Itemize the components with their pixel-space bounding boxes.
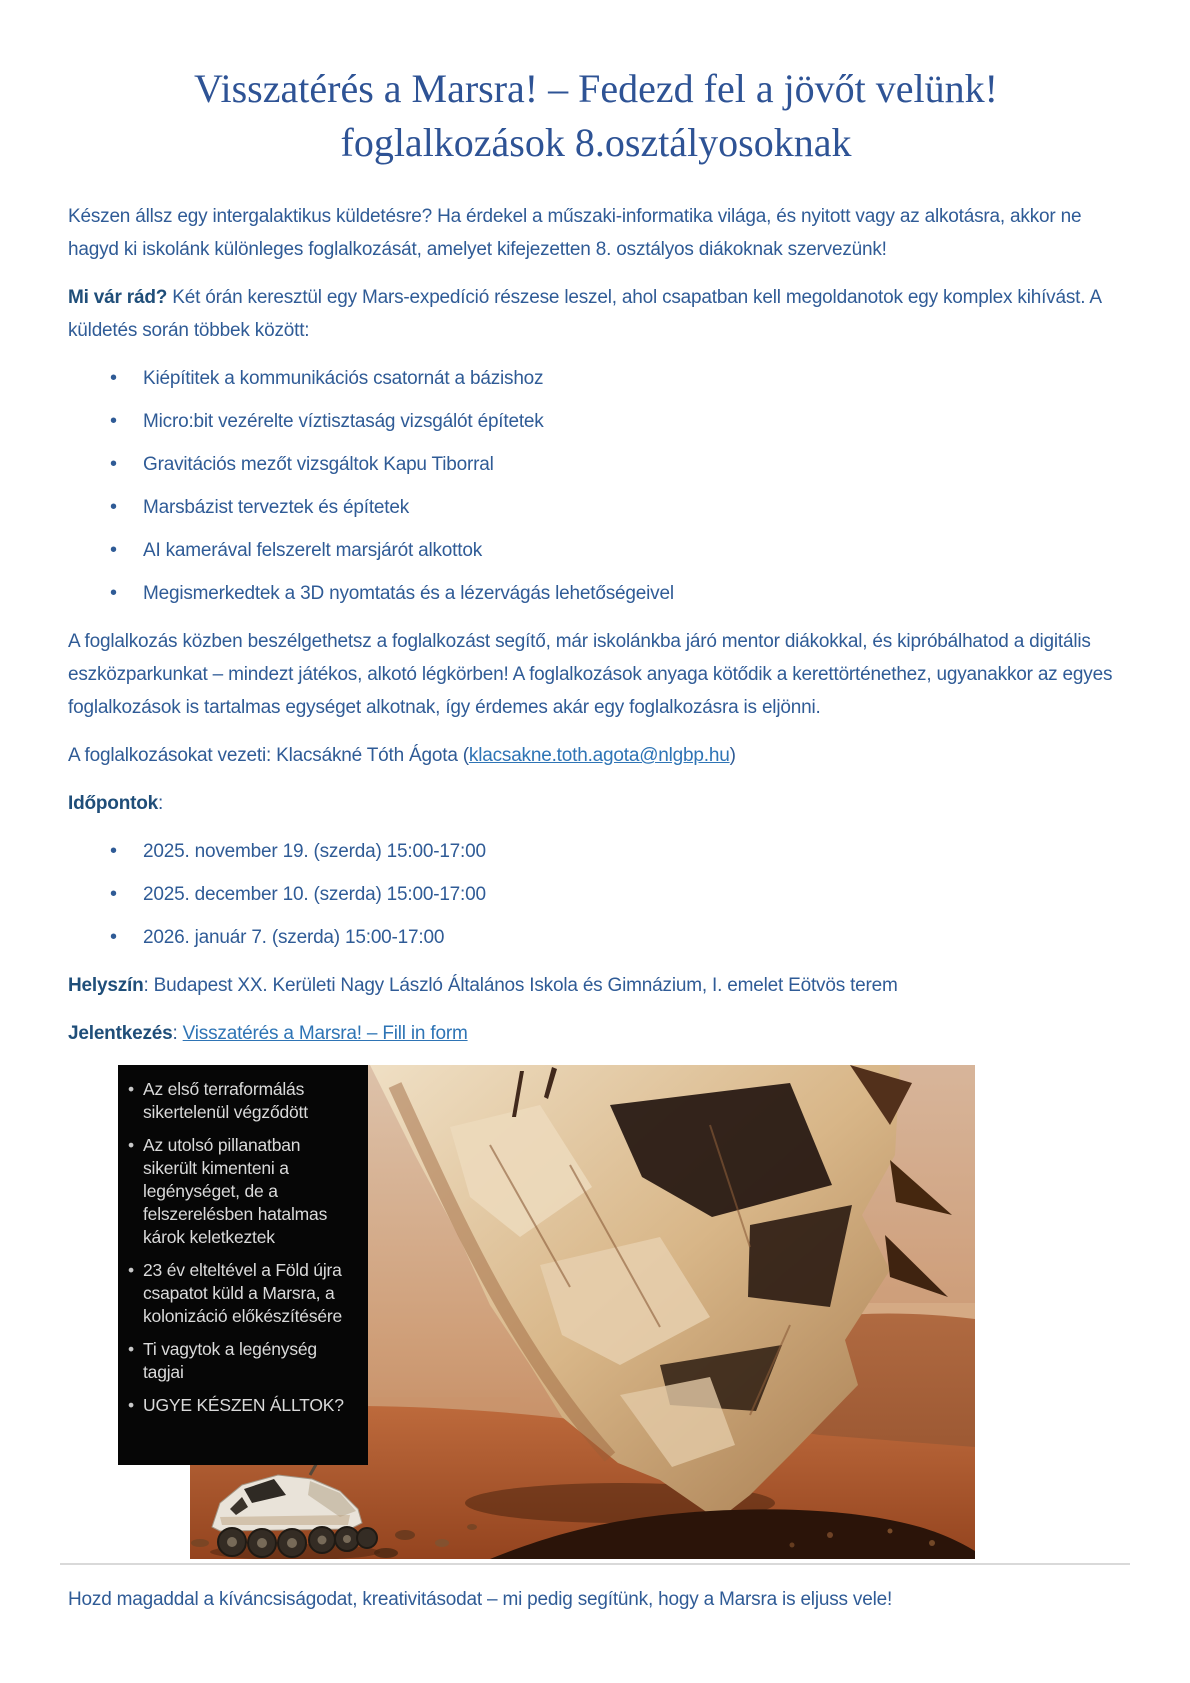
- mars-figure: [118, 1065, 975, 1559]
- dates-list: [68, 835, 1124, 954]
- location-text: : Budapest XX. Kerületi Nagy László Általános Iskola és Gimnázium, I. emelet Eötvös terem: [143, 975, 898, 996]
- story-item: • 23 év elteltével a Föld újra csapatot küld a Marsra, a kolonizáció előkészítésére: [128, 1259, 362, 1328]
- what-awaits-label: Mi vár rád?: [68, 287, 168, 308]
- list-item: • Gravitációs mezőt vizsgáltok Kapu Tiborral: [68, 448, 1124, 481]
- registration-link[interactable]: Visszatérés a Marsra! – Fill in form: [182, 1023, 468, 1044]
- list-item: • Marsbázist terveztek és építetek: [68, 491, 1124, 524]
- list-item: • 2025. december 10. (szerda) 15:00-17:00: [68, 878, 1124, 911]
- title-line-1: Visszatérés a Marsra! – Fedezd fel a jövőt velünk!: [194, 66, 998, 111]
- story-item: • UGYE KÉSZEN ÁLLTOK?: [128, 1394, 362, 1417]
- intro-paragraph: Készen állsz egy intergalaktikus küldetésre? Ha érdekel a műszaki-informatika világa, és nyitott vagy az alkotásra, akkor ne hagyd ki iskolánk különleges foglalkozását, amelyet kifejezetten 8. osztályos diákoknak szervezünk!: [68, 206, 1082, 260]
- story-overlay-box: [118, 1065, 368, 1465]
- schedule-colon: :: [158, 793, 164, 814]
- list-item: • 2025. november 19. (szerda) 15:00-17:00: [68, 835, 1124, 868]
- list-item: • AI kamerával felszerelt marsjárót alkottok: [68, 534, 1124, 567]
- registration-paragraph: [68, 1017, 1124, 1050]
- leader-text-after: ): [729, 745, 736, 766]
- closing-paragraph: Hozd magaddal a kíváncsiságodat, kreativitásodat – mi pedig segítünk, hogy a Marsra is eljuss vele!: [68, 1589, 893, 1610]
- list-item: • 2026. január 7. (szerda) 15:00-17:00: [68, 921, 1124, 954]
- what-awaits-text: Két órán keresztül egy Mars-expedíció részese leszel, ahol csapatban kell megoldanotok egy komplex kihívást. A küldetés során többek között:: [68, 287, 1101, 341]
- schedule-label: Időpontok: [68, 793, 159, 814]
- list-item: • Kiépítitek a kommunikációs csatornát a bázishoz: [68, 362, 1124, 395]
- location-label: Helyszín: [68, 975, 144, 996]
- activities-list: [68, 362, 1124, 610]
- schedule-heading: [68, 787, 1124, 820]
- page-title: [68, 0, 1124, 170]
- story-item: • Az utolsó pillanatban sikerült kimenteni a legénységet, de a felszerelésben hatalmas károk keletkeztek: [128, 1134, 362, 1249]
- story-item: • Ti vagytok a legénység tagjai: [128, 1338, 362, 1384]
- registration-label: Jelentkezés: [68, 1023, 173, 1044]
- description-paragraph: A foglalkozás közben beszélgethetsz a foglalkozást segítő, már iskolánkba járó mentor diákokkal, és kipróbálhatod a digitális eszközparkunkat – mindezt játékos, alkotó légkörben! A foglalkozások anyaga kötődik a kerettörténethez, ugyanakkor az egyes foglalkozások is tartalmas egységet alkotnak, így érdemes akár egy foglalkozásra is eljönni.: [68, 631, 1113, 718]
- story-item: • Az első terraformálás sikertelenül végződött: [128, 1078, 362, 1124]
- leader-paragraph: [68, 739, 1124, 772]
- location-paragraph: [68, 969, 1124, 1002]
- registration-colon: :: [172, 1023, 183, 1044]
- leader-text: A foglalkozásokat vezeti: Klacsákné Tóth Ágota (: [68, 745, 469, 766]
- what-awaits-paragraph: [68, 281, 1124, 347]
- email-link[interactable]: klacsakne.toth.agota@nlgbp.hu: [468, 745, 730, 766]
- list-item: • Micro:bit vezérelte víztisztaság vizsgálót építetek: [68, 405, 1124, 438]
- horizontal-rule: [60, 1563, 1130, 1565]
- list-item: • Megismerkedtek a 3D nyomtatás és a lézervágás lehetőségeivel: [68, 577, 1124, 610]
- title-line-2: foglalkozások 8.osztályosoknak: [340, 120, 852, 165]
